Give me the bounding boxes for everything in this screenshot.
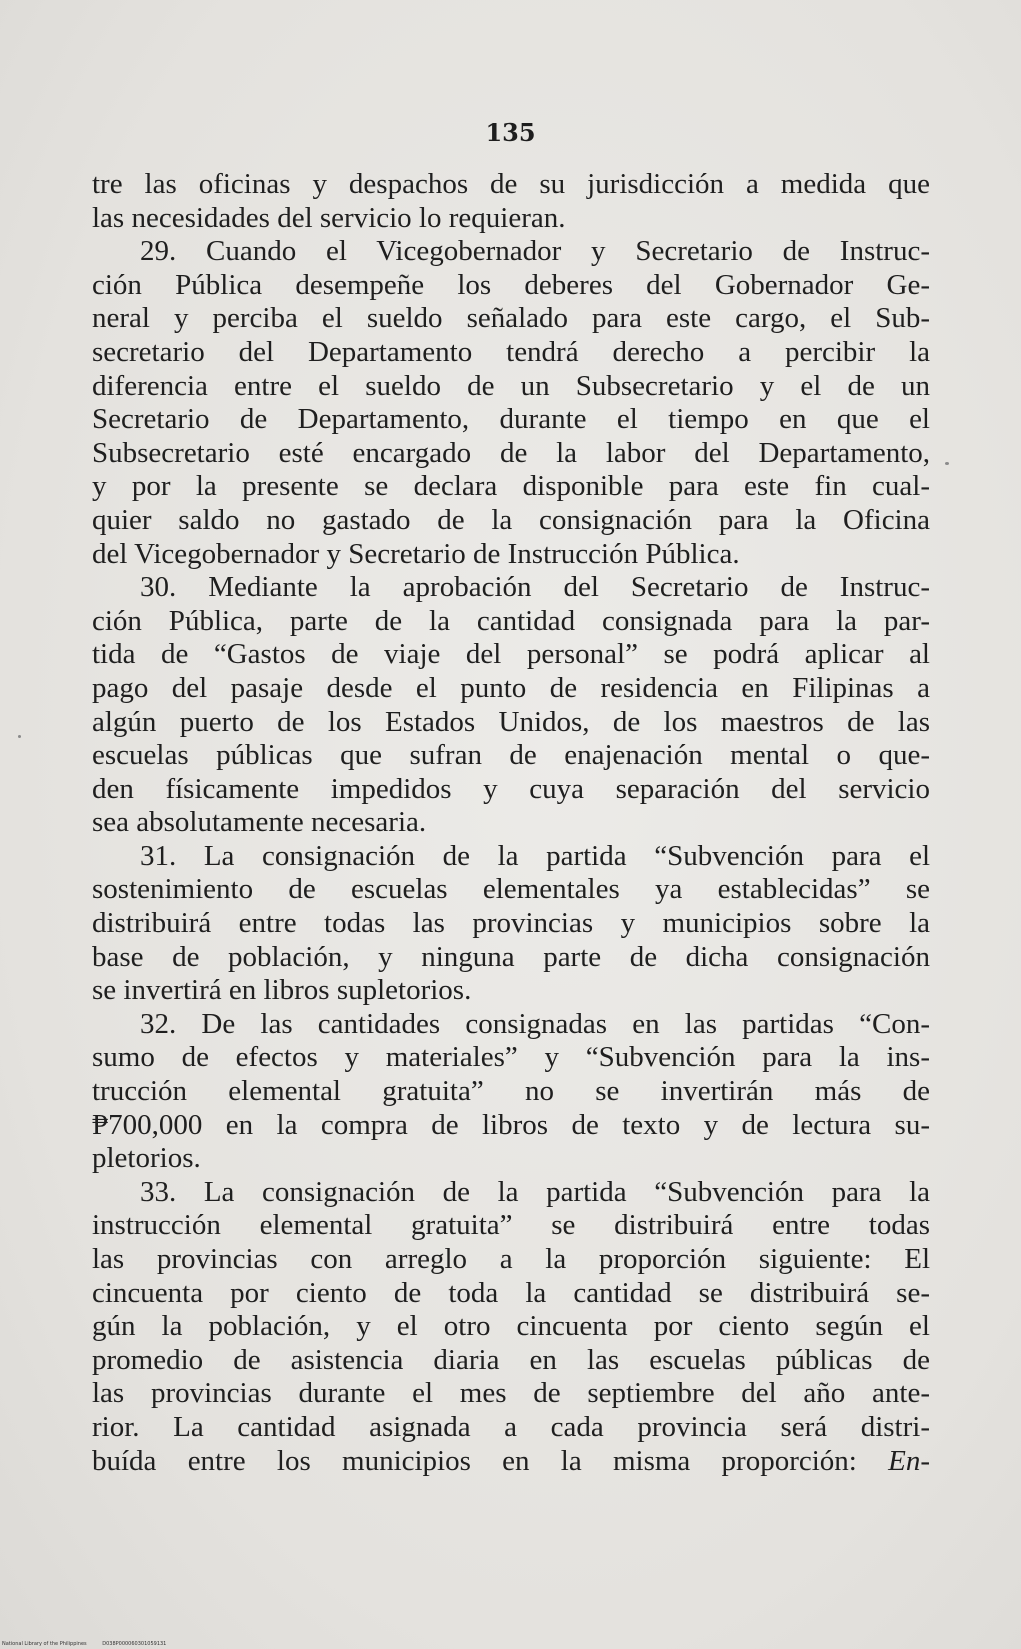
text-line-content: gún la población, y el otro cincuenta por ciento según el [92,1310,930,1343]
text-line-content: las provincias durante el mes de septiembre del año ante- [92,1377,930,1410]
text-line-content: diferencia entre el sueldo de un Subsecretario y el de un [92,369,930,402]
text-line [92,638,930,672]
text-line-content: trucción elemental gratuita” no se invertirán más de [92,1075,930,1108]
text-line [92,873,930,907]
text-line [92,1377,930,1411]
text-line [92,739,930,773]
text-line [92,907,930,941]
text-line-content: pletorios. [92,1142,201,1175]
text-line [92,235,930,269]
text-line [92,269,930,303]
scan-footer [2,1641,180,1647]
text-line-content: 32. De las cantidades consignadas en las partidas “Con- [140,1007,930,1040]
italic-continuation: En- [888,1444,931,1477]
text-line-content: se invertirá en libros supletorios. [92,974,472,1007]
text-line [92,1445,930,1479]
text-line-content: secretario del Departamento tendrá derecho a percibir la [92,335,930,368]
text-line [92,1142,930,1176]
text-line-content: pago del pasaje desde el punto de residencia en Filipinas a [92,671,930,704]
text-line [92,1344,930,1378]
text-line-content: 31. La consignación de la partida “Subvención para el [140,839,930,872]
text-line-content: den físicamente impedidos y cuya separación del servicio [92,772,930,805]
text-line [92,1008,930,1042]
text-line [92,1310,930,1344]
text-line [92,1041,930,1075]
scan-speck [945,462,949,465]
text-line [92,437,930,471]
text-line-content: ción Pública desempeñe los deberes del Gobernador Ge- [92,268,930,301]
text-line [92,470,930,504]
footer-library: National Library of the Philippines [2,1641,87,1647]
text-line [92,605,930,639]
text-line [92,974,930,1008]
text-line [92,403,930,437]
text-line [92,1243,930,1277]
text-line [92,1277,930,1311]
text-line-content: escuelas públicas que sufran de enajenación mental o que- [92,739,930,772]
text-line [92,538,930,572]
text-line [92,806,930,840]
text-line [92,672,930,706]
body-text [92,168,930,1478]
text-line-content: 29. Cuando el Vicegobernador y Secretario de Instruc- [140,235,930,268]
text-line-content: ₱700,000 en la compra de libros de texto y de lectura su- [92,1108,930,1141]
text-line-content: promedio de asistencia diaria en las escuelas públicas de [92,1343,930,1376]
text-line-content: del Vicegobernador y Secretario de Instrucción Pública. [92,537,740,570]
text-line-content: tre las oficinas y despachos de su jurisdicción a medida que [92,168,930,200]
text-line-content: rior. La cantidad asignada a cada provincia será distri- [92,1410,930,1443]
text-line-content: las necesidades del servicio lo requieran. [92,201,566,234]
text-line [92,1411,930,1445]
text-line-content: Secretario de Departamento, durante el tiempo en que el [92,403,930,436]
scan-speck [18,735,21,738]
page-number: 135 [485,118,536,147]
text-line [92,1075,930,1109]
text-line [92,202,930,236]
text-line-content: y por la presente se declara disponible para este fin cual- [92,470,930,503]
text-line [92,1209,930,1243]
text-line [92,1176,930,1210]
text-line-content: Subsecretario esté encargado de la labor del Departamento, [92,436,930,469]
text-line [92,168,930,202]
text-line [92,706,930,740]
text-line-content: quier saldo no gastado de la consignación para la Oficina [92,503,930,536]
text-line [92,1109,930,1143]
text-line-content: buída entre los municipios en la misma proporción: [92,1444,857,1477]
footer-code: D038P000060301059131 [102,1641,167,1647]
text-line-content: neral y perciba el sueldo señalado para este cargo, el Sub- [92,302,930,335]
text-line [92,336,930,370]
text-line-content: sumo de efectos y materiales” y “Subvención para la ins- [92,1041,930,1074]
text-line [92,941,930,975]
text-line-content: base de población, y ninguna parte de dicha consignación [92,940,930,973]
text-line-content: sostenimiento de escuelas elementales ya establecidas” se [92,873,930,906]
text-line-content: 30. Mediante la aprobación del Secretario de Instruc- [140,571,930,604]
text-line-content: tida de “Gastos de viaje del personal” se podrá aplicar al [92,638,930,671]
text-line-content: las provincias con arreglo a la proporción siguiente: El [92,1243,930,1275]
text-line [92,840,930,874]
text-line [92,302,930,336]
text-line-content: cincuenta por ciento de toda la cantidad se distribuirá se- [92,1276,930,1309]
text-line-content: sea absolutamente necesaria. [92,806,427,839]
text-line-content: 33. La consignación de la partida “Subvención para la [140,1175,930,1208]
text-line-content: distribuirá entre todas las provincias y municipios sobre la [92,907,930,940]
text-line-content: instrucción elemental gratuita” se distribuirá entre todas [92,1209,930,1242]
text-line-content: ción Pública, parte de la cantidad consignada para la par- [92,604,930,637]
text-line-content: algún puerto de los Estados Unidos, de los maestros de las [92,705,930,738]
text-line [92,571,930,605]
text-line [92,370,930,404]
text-line [92,773,930,807]
text-line [92,504,930,538]
